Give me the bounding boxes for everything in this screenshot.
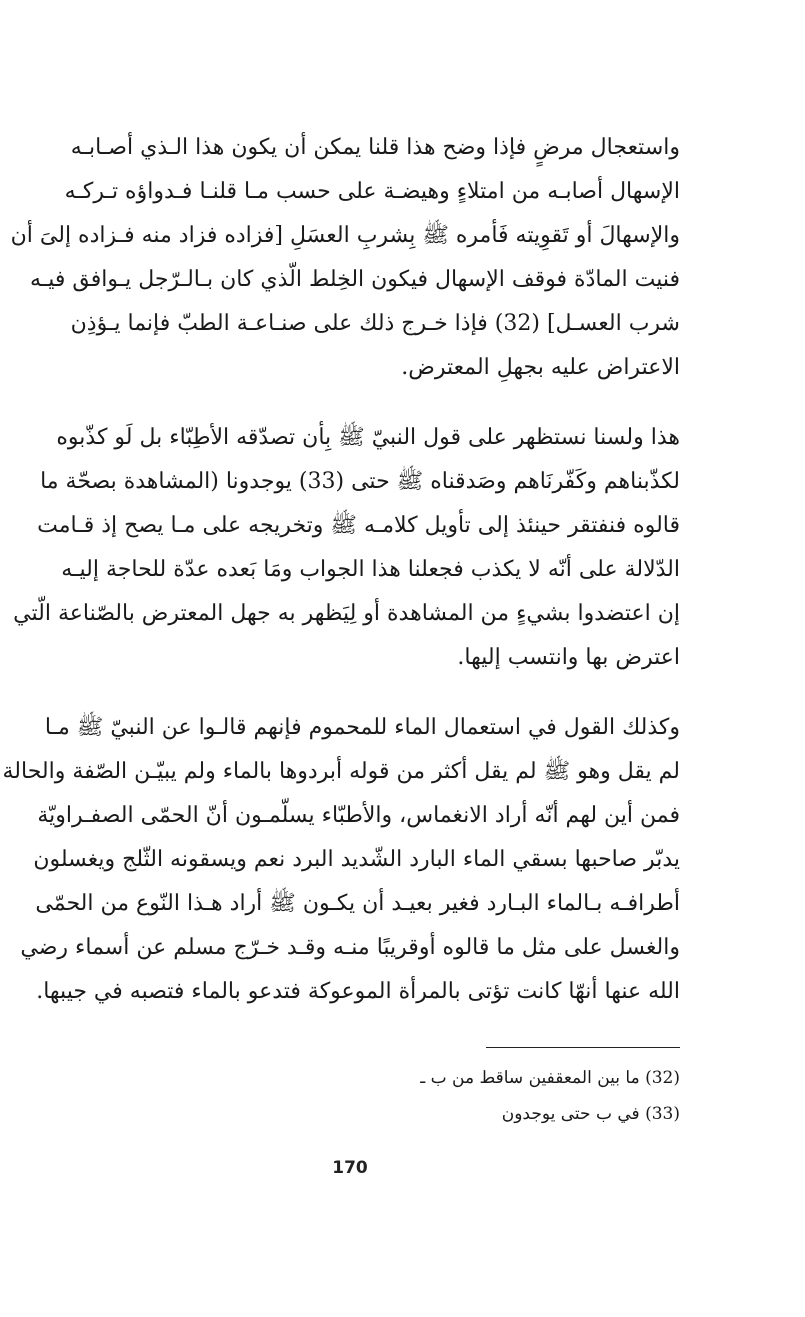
footnote-33: (33) في ب حتى يوجدون (501, 1104, 680, 1124)
paragraph-3-line-4: يدبّر صاحبها بسقي الماء البارد الشّديد البرد نعم ويسقونه الثّلج ويغسلون (33, 847, 680, 872)
paragraph-1-line-2: الإسهال أصابـه من امتلاءٍ وهيضـة على حسب مـا قلنـا فـدواؤه تـركـه (64, 179, 680, 204)
paragraph-3-line-1: وكذلك القول في استعمال الماء للمحموم فإنهم قالـوا عن النبيّ ﷺ مـا (44, 715, 680, 740)
footnote-divider (486, 1047, 680, 1048)
paragraph-2-line-4: الدّلالة على أنّه لا يكذب فجعلنا هذا الجواب ومَا بَعده عدّة للحاجة إليـه (61, 557, 680, 582)
paragraph-3-line-7: الله عنها أنهّا كانت تؤتى بالمرأة الموعوكة فتدعو بالماء فتصبه في جيبها. (36, 979, 680, 1004)
paragraph-3-line-5: أطرافـه بـالماء البـارد فغير بعيـد أن يكـون ﷺ أراد هـذا النّوع من الحمّى (35, 891, 680, 916)
footnotes (380, 1060, 680, 1132)
paragraph-1-line-4: فنيت المادّة فوقف الإسهال فيكون الخِلط الّذي كان بـالـرّجل يـوافق فيـه (29, 267, 680, 292)
paragraph-1-line-6: الاعتراض عليه بجهلِ المعترض. (401, 355, 680, 380)
paragraph-3-line-6: والغسل على مثل ما قالوه أوقريبًا منـه وقـد خـرّج مسلم عن أسماء رضي (20, 935, 680, 960)
paragraph-3-line-3: فمن أين لهم أنّه أراد الانغماس، والأطبّاء يسلّمـون أنّ الحمّى الصفـراويّة (37, 803, 680, 828)
paragraph-1-line-3: والإسهالَ أو تَقوِيته فَأمره ﷺ بِشربِ العسَلِ [فزاده فزاد منه فـزاده إلىَ أن (10, 223, 680, 248)
paragraph-3 (2, 706, 680, 1014)
paragraph-1-line-1: واستعجال مرضٍ فإذا وضح هذا قلنا يمكن أن يكون هذا الـذي أصـابـه (70, 135, 680, 160)
paragraph-1 (10, 126, 680, 390)
paragraph-2-line-2: لكذّبناهم وكَفّرنَاهم وصَدقناه ﷺ حتى (33) يوجدونا (المشاهدة بصحّة ما (40, 469, 680, 494)
paragraph-2-line-3: قالوه فنفتقر حينئذ إلى تأويل كلامـه ﷺ وتخريجه على مـا يصح إذ قـامت (37, 513, 680, 538)
footnote-32: (32) ما بين المعقفين ساقط من ب ـ (420, 1068, 680, 1088)
paragraph-1-line-5: شرب العسـل] (32) فإذا خـرج ذلك على صنـاعـة الطبّ فإنما يـؤذِن (70, 311, 680, 336)
paragraph-2 (13, 416, 680, 680)
paragraph-2-line-1: هذا ولسنا نستظهر على قول النبيّ ﷺ بِأن تصدّقه الأطِبّاء بل لَو كذّبوه (56, 425, 680, 450)
paragraph-2-line-5: إن اعتضدوا بشيءٍ من المشاهدة أو لِيَظهر به جهل المعترض بالصّناعة الّتي (13, 601, 680, 626)
paragraph-2-line-6: اعترض بها وانتسب إليها. (457, 645, 680, 670)
page-number: 170 (332, 1158, 368, 1178)
paragraph-3-line-2: لم يقل وهو ﷺ لم يقل أكثر من قوله أبردوها بالماء ولم يبيّـن الصّفة والحالة (2, 759, 680, 784)
